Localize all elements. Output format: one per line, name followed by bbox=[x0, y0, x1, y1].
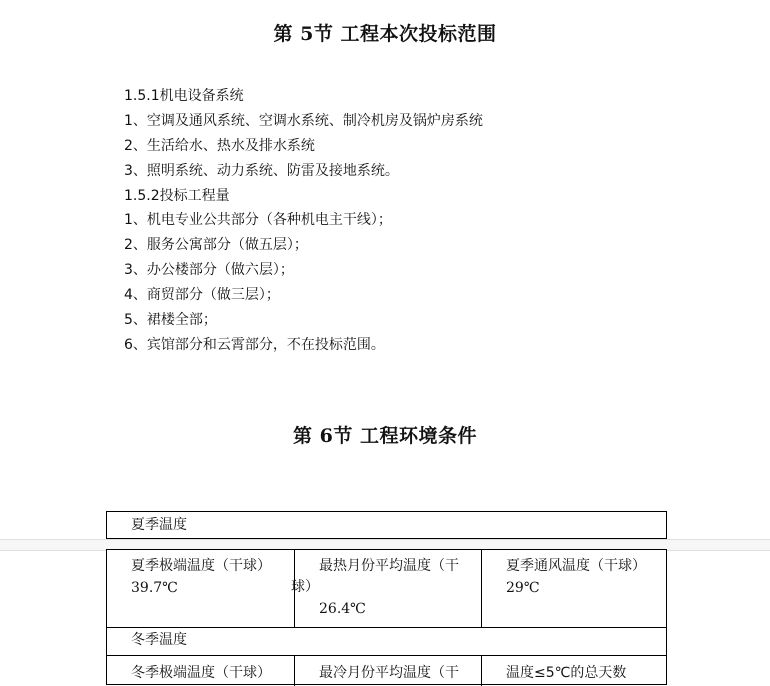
table-cell bbox=[481, 550, 666, 627]
table-cell bbox=[107, 550, 294, 627]
body-line: 1.5.1机电设备系统 bbox=[124, 88, 244, 104]
body-line: 4、商贸部分（做三层）； bbox=[124, 287, 280, 304]
body-line: 1、空调及通风系统、空调水系统、制冷机房及锅炉房系统 bbox=[124, 112, 483, 129]
table-cell bbox=[294, 656, 481, 686]
body-line: 5、裙楼全部； bbox=[124, 312, 217, 329]
section-5-heading: 第 5节 工程本次投标范围 bbox=[273, 23, 497, 45]
cell-label: 最热月份平均温度（干 bbox=[319, 558, 459, 574]
body-line: 1.5.2投标工程量 bbox=[124, 187, 230, 204]
cell-label-overflow: 球） bbox=[291, 579, 319, 595]
cell-value: 26.4℃ bbox=[319, 601, 366, 617]
cell-label: 冬季极端温度（干球） bbox=[131, 665, 271, 681]
table-cell bbox=[107, 656, 294, 686]
cell-label: 最冷月份平均温度（干 bbox=[319, 665, 459, 681]
section-5-body bbox=[124, 84, 483, 358]
cell-value: 29℃ bbox=[506, 580, 540, 596]
table-cell bbox=[481, 656, 666, 686]
cell-label: 夏季通风温度（干球） bbox=[506, 558, 646, 574]
winter-values-row bbox=[107, 656, 666, 686]
table-cell bbox=[291, 550, 481, 627]
summer-values-row bbox=[107, 550, 666, 628]
body-line: 1、机电专业公共部分（各种机电主干线）； bbox=[124, 212, 392, 229]
section-6-heading: 第 6节 工程环境条件 bbox=[293, 425, 477, 447]
body-line: 6、宾馆部分和云霄部分，不在投标范围。 bbox=[124, 336, 385, 353]
winter-temperature-header: 冬季温度 bbox=[107, 627, 666, 656]
cell-label: 温度≤5℃的总天数 bbox=[506, 665, 627, 681]
body-line: 3、办公楼部分（做六层）； bbox=[124, 262, 294, 279]
environment-table bbox=[106, 549, 667, 685]
body-line: 2、服务公寓部分（做五层）； bbox=[124, 237, 308, 254]
cell-label: 夏季极端温度（干球） bbox=[131, 558, 271, 574]
summer-temperature-header: 夏季温度 bbox=[106, 511, 667, 539]
body-line: 2、生活给水、热水及排水系统 bbox=[124, 137, 315, 154]
cell-value: 39.7℃ bbox=[131, 580, 178, 596]
body-line: 3、照明系统、动力系统、防雷及接地系统。 bbox=[124, 162, 399, 179]
